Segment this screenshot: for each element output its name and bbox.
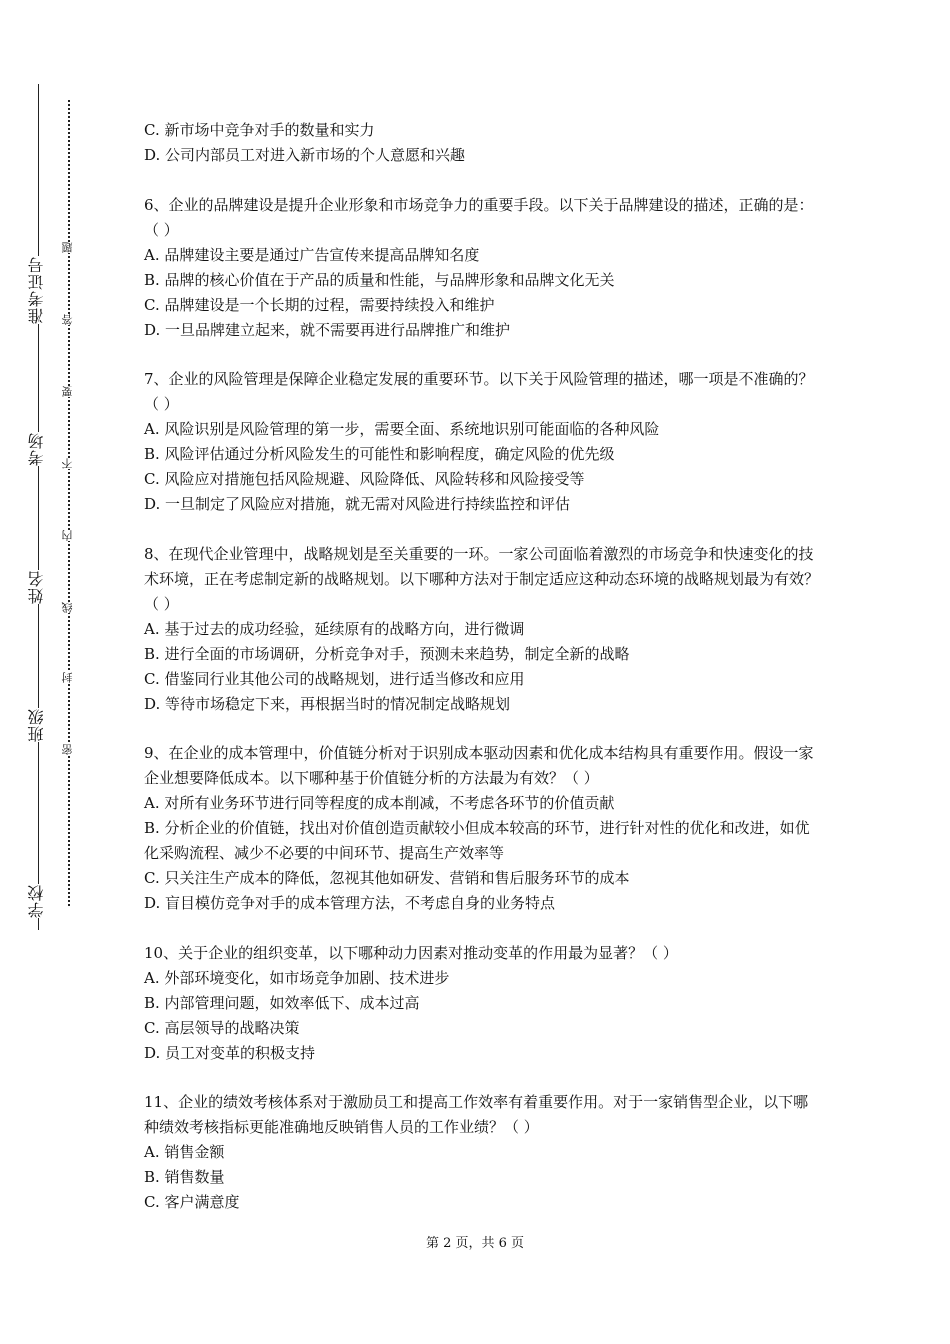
option: B. 分析企业的价值链，找出对价值创造贡献较小但成本较高的环节，进行针对性的优化和改进，如优化采购流程、减少不必要的中间环节、提高生产效率等 (144, 819, 810, 862)
option: A. 基于过去的成功经验，延续原有的战略方向，进行微调 (144, 619, 525, 638)
option: D. 一旦品牌建立起来，就不需要再进行品牌推广和维护 (144, 320, 511, 339)
question-stem: 11、企业的绩效考核体系对于激励员工和提高工作效率有着重要作用。对于一家销售型企业，以下哪种绩效考核指标更能准确地反映销售人员的工作业绩？（ ） (144, 1093, 809, 1136)
seal-char: 答 (61, 314, 74, 325)
label-school: 学校 (22, 884, 52, 918)
seal-char: 要 (61, 386, 74, 397)
question-stem: 10、关于企业的组织变革，以下哪种动力因素对推动变革的作用最为显著？（ ） (144, 943, 678, 962)
question-7 (144, 367, 820, 517)
option: B. 风险评估通过分析风险发生的可能性和影响程度，确定风险的优先级 (144, 445, 615, 463)
option: C. 借鉴同行业其他公司的战略规划，进行适当修改和应用 (144, 669, 525, 688)
question-10 (144, 941, 820, 1066)
option: C. 风险应对措施包括风险规避、风险降低、风险转移和风险接受等 (144, 470, 585, 488)
question-stem: 8、在现代企业管理中，战略规划是至关重要的一环。一家公司面临着激烈的市场竞争和快速变化的技术环境，正在考虑制定新的战略规划。以下哪种方法对于制定适应这种动态环境的战略规划最为有效？（ ） (144, 544, 820, 613)
seal-char: 不 (61, 458, 74, 469)
question-6 (144, 193, 820, 343)
option: B. 品牌的核心价值在于产品的质量和性能，与品牌形象和品牌文化无关 (144, 270, 615, 289)
page-number: 第 2 页，共 6 页 (425, 1236, 525, 1251)
binding-margin (0, 0, 90, 1344)
option: C. 高层领导的战略决策 (144, 1018, 300, 1037)
option: C. 品牌建设是一个长期的过程，需要持续投入和维护 (144, 295, 495, 314)
question-8 (144, 542, 820, 717)
seal-char: 题 (61, 242, 74, 253)
label-class: 班级 (22, 708, 52, 742)
exam-content (144, 118, 820, 1240)
seal-char: 内 (61, 530, 74, 541)
label-exam-room: 考场 (22, 432, 52, 466)
label-exam-number: 准考证号 (22, 256, 52, 324)
option: C. 新市场中竞争对手的数量和实力 (144, 121, 375, 139)
option: A. 对所有业务环节进行同等程度的成本削减，不考虑各环节的价值贡献 (144, 794, 615, 812)
option: D. 盲目模仿竞争对手的成本管理方法，不考虑自身的业务特点 (144, 894, 556, 912)
question-5-continued (144, 118, 820, 168)
question-9 (144, 741, 820, 916)
option: C. 只关注生产成本的降低，忽视其他如研发、营销和售后服务环节的成本 (144, 869, 630, 887)
binding-dotted-line (68, 100, 70, 906)
question-11 (144, 1090, 820, 1215)
option: B. 进行全面的市场调研，分析竞争对手，预测未来趋势，制定全新的战略 (144, 644, 630, 663)
option: D. 公司内部员工对进入新市场的个人意愿和兴趣 (144, 146, 466, 164)
seal-char: 封 (61, 672, 74, 683)
option: B. 销售数量 (144, 1168, 225, 1186)
seal-char: 线 (61, 602, 74, 613)
option: C. 客户满意度 (144, 1193, 240, 1211)
option: A. 销售金额 (144, 1143, 225, 1161)
option: D. 一旦制定了风险应对措施，就无需对风险进行持续监控和评估 (144, 495, 571, 513)
binding-solid-line (38, 84, 39, 930)
option: A. 品牌建设主要是通过广告宣传来提高品牌知名度 (144, 245, 480, 264)
question-stem: 9、在企业的成本管理中，价值链分析对于识别成本驱动因素和优化成本结构具有重要作用。假设一家企业想要降低成本。以下哪种基于价值链分析的方法最为有效？（ ） (144, 744, 814, 787)
label-name: 姓名 (22, 570, 52, 604)
question-stem: 7、企业的风险管理是保障企业稳定发展的重要环节。以下关于风险管理的描述，哪一项是不准确的？（ ） (144, 370, 814, 413)
option: D. 等待市场稳定下来，再根据当时的情况制定战略规划 (144, 694, 511, 713)
question-stem: 6、企业的品牌建设是提升企业形象和市场竞争力的重要手段。以下关于品牌建设的描述，正确的是：（ ） (144, 195, 814, 239)
option: A. 外部环境变化，如市场竞争加剧、技术进步 (144, 968, 450, 987)
option: D. 员工对变革的积极支持 (144, 1043, 316, 1062)
option: A. 风险识别是风险管理的第一步，需要全面、系统地识别可能面临的各种风险 (144, 420, 660, 438)
option: B. 内部管理问题，如效率低下、成本过高 (144, 993, 420, 1012)
seal-char: 密 (61, 744, 74, 755)
